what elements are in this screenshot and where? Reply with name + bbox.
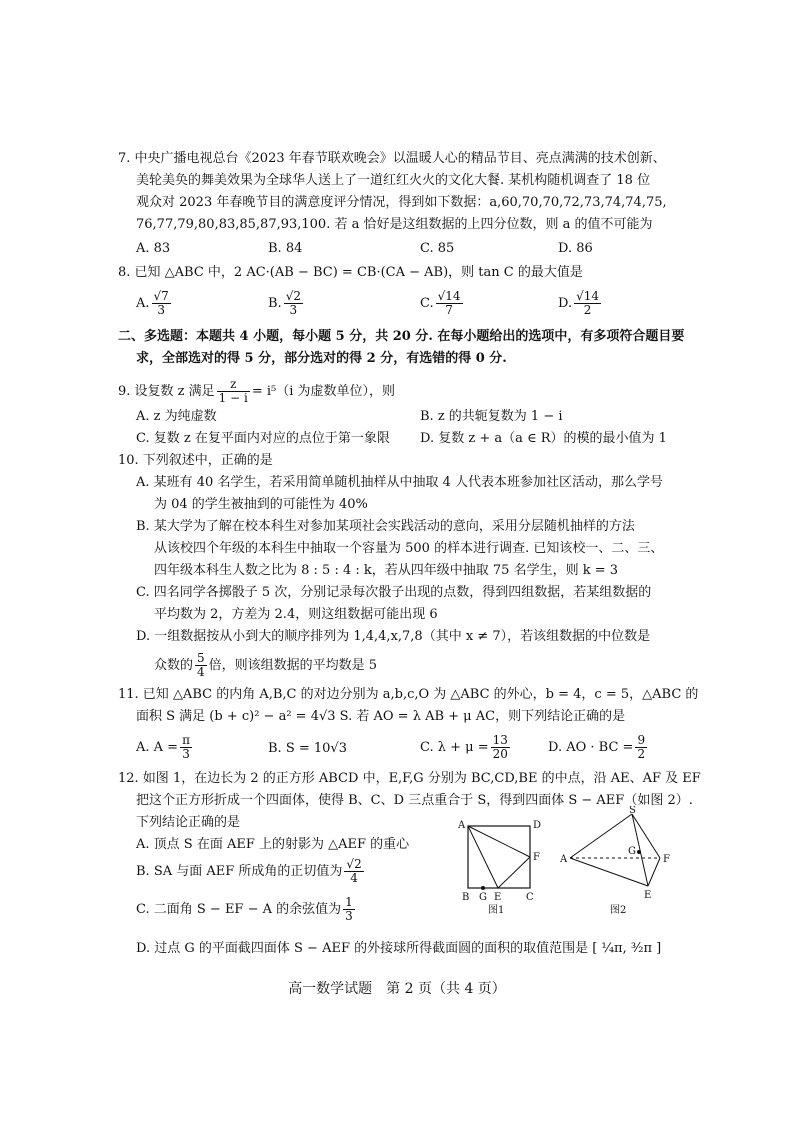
- fig1-label-a: A: [458, 820, 466, 831]
- q8-option-a: A. $\frac{√7}{3}$: [136, 289, 169, 317]
- fig1-label-b: B: [462, 892, 470, 903]
- q10-option-c-line2: 平均数为 2，方差为 2.4，则这组数据可能出现 6: [154, 607, 438, 622]
- q11-option-c: C. λ + μ = $\frac{13}{20}$: [420, 733, 508, 761]
- section2-heading-line1: 二、多选题：本题共 4 小题，每小题 5 分，共 20 分. 在每小题给出的选项中，有多项符合题目要: [118, 329, 685, 344]
- fig1-caption: 图1: [488, 905, 505, 914]
- q9-stem: 9. 设复数 z 满足 $\frac{z}{1 - i}$ = i⁵（i 为虚数单位），则: [118, 377, 395, 405]
- fig1-label-g: G: [479, 892, 487, 903]
- q12-line1: 12. 如图 1，在边长为 2 的正方形 ABCD 中，E,F,G 分别为 BC,CD,BE 的中点，沿 AE、AF 及 EF: [118, 771, 701, 786]
- fig1-label-f: F: [533, 852, 540, 863]
- q10-option-d-line2: 众数的 $\frac{5}{4}$ 倍，则该组数据的平均数是 5: [154, 651, 378, 679]
- q10-option-a-line1: A. 某班有 40 名学生，若采用简单随机抽样从中抽取 4 人代表本班参加社区活动，那么学号: [136, 475, 663, 490]
- figure-1-square: [452, 816, 547, 914]
- q7-option-c: C. 85: [420, 241, 455, 256]
- q12-line2: 把这个正方形折成一个四面体，使得 B、C、D 三点重合于 S，得到四面体 S − AEF（如图 2）.: [136, 793, 693, 808]
- q7-option-a: A. 83: [136, 241, 171, 256]
- q8-option-c: C. $\frac{√14}{7}$: [420, 289, 461, 317]
- q10-stem: 10. 下列叙述中，正确的是: [118, 453, 273, 468]
- q8-option-b: B. $\frac{√2}{3}$: [268, 289, 301, 317]
- q11-option-d: D. AO · BC = $\frac{9}{2}$: [548, 733, 646, 761]
- fig2-label-s: S: [629, 806, 636, 816]
- q10-option-b-line2: 从该校四个年级的本科生中抽取一个容量为 500 的样本进行调查. 已知该校一、二、三、: [154, 541, 664, 556]
- q8-option-d: D. $\frac{√14}{2}$: [558, 289, 600, 317]
- q12-option-d-range: [ ¼π, ³⁄₂π ]: [592, 941, 662, 956]
- fig1-label-d: D: [533, 820, 542, 831]
- q12-option-c: C. 二面角 S − EF − A 的余弦值为 $\frac{1}{3}$: [136, 895, 353, 923]
- q10-option-b-line1: B. 某大学为了解在校本科生对参加某项社会实践活动的意向，采用分层随机抽样的方法: [136, 519, 635, 534]
- fig1-label-e: E: [494, 892, 502, 903]
- page-footer: 高一数学试题 第 2 页（共 4 页）: [288, 981, 506, 997]
- q12-option-d: D. 过点 G 的平面截四面体 S − AEF 的外接球所得截面圆的面积的取值范围是 [ ¼π, ³⁄₂π ]: [136, 941, 662, 956]
- q12-option-a: A. 顶点 S 在面 AEF 上的射影为 △AEF 的重心: [136, 837, 410, 852]
- q12-option-b: B. SA 与面 AEF 所成角的正切值为 $\frac{√2}{4}$: [136, 857, 362, 885]
- q11-option-a: A. A = $\frac{\pi}{3}$: [136, 733, 190, 761]
- fig2-caption: 图2: [610, 905, 627, 916]
- section2-heading-line2: 求，全部选对的得 5 分，部分选对的得 2 分，有选错的得 0 分.: [136, 351, 507, 366]
- q11-line1: 11. 已知 △ABC 的内角 A,B,C 的对边分别为 a,b,c,O 为 △ABC 的外心，b = 4，c = 5，△ABC 的: [118, 687, 699, 702]
- fig2-label-f: F: [663, 854, 670, 865]
- q9-option-a: A. z 为纯虚数: [136, 409, 217, 424]
- fig2-label-e: E: [644, 890, 652, 901]
- q9-option-d: D. 复数 z + a（a ∈ R）的模的最小值为 1: [420, 431, 667, 446]
- q8-stem: 8. 已知 △ABC 中，2 AC·(AB − BC) = CB·(CA − AB)，则 tan C 的最大值是: [118, 265, 583, 280]
- q11-line2: 面积 S 满足 (b + c)² − a² = 4√3 S. 若 AO = λ AB + μ AC，则下列结论正确的是: [136, 709, 626, 724]
- fig1-label-c: C: [526, 892, 534, 903]
- q7-line3: 观众对 2023 年春晚节目的满意度评分情况，得到如下数据：a,60,70,70,72,73,74,74,75,: [136, 195, 667, 210]
- q7-line2: 美轮美奂的舞美效果为全球华人送上了一道红红火火的文化大餐. 某机构随机调查了 18 位: [136, 173, 651, 188]
- q7-option-d: D. 86: [558, 241, 593, 256]
- q7-option-b: B. 84: [268, 241, 303, 256]
- q7-line1: 7. 中央广播电视总台《2023 年春节联欢晚会》以温暖人心的精品节目、亮点满满的技术创新、: [118, 151, 666, 166]
- q9-option-b: B. z 的共轭复数为 1 − i: [420, 409, 563, 424]
- figure-2-tetrahedron: [560, 806, 680, 916]
- fig2-label-g: G: [628, 846, 636, 857]
- q12-line3: 下列结论正确的是: [136, 815, 241, 830]
- q7-line4: 76,77,79,80,83,85,87,93,100. 若 a 恰好是这组数据的上四分位数，则 a 的值不可能为: [136, 217, 653, 232]
- q9-option-c: C. 复数 z 在复平面内对应的点位于第一象限: [136, 431, 390, 446]
- q10-option-d-line1: D. 一组数据按从小到大的顺序排列为 1,4,4,x,7,8（其中 x ≠ 7），若该组数据的中位数是: [136, 629, 651, 644]
- fig2-label-a: A: [560, 854, 568, 865]
- q10-option-a-line2: 为 04 的学生被抽到的可能性为 40%: [154, 497, 368, 512]
- q10-option-b-line3: 四年级本科生人数之比为 8 : 5 : 4 : k，若从四年级中抽取 75 名学生，则 k = 3: [154, 563, 619, 578]
- q10-option-c-line1: C. 四名同学各掷骰子 5 次，分别记录每次骰子出现的点数，得到四组数据，若某组数据的: [136, 585, 652, 600]
- q11-option-b: B. S = 10√3: [268, 741, 347, 756]
